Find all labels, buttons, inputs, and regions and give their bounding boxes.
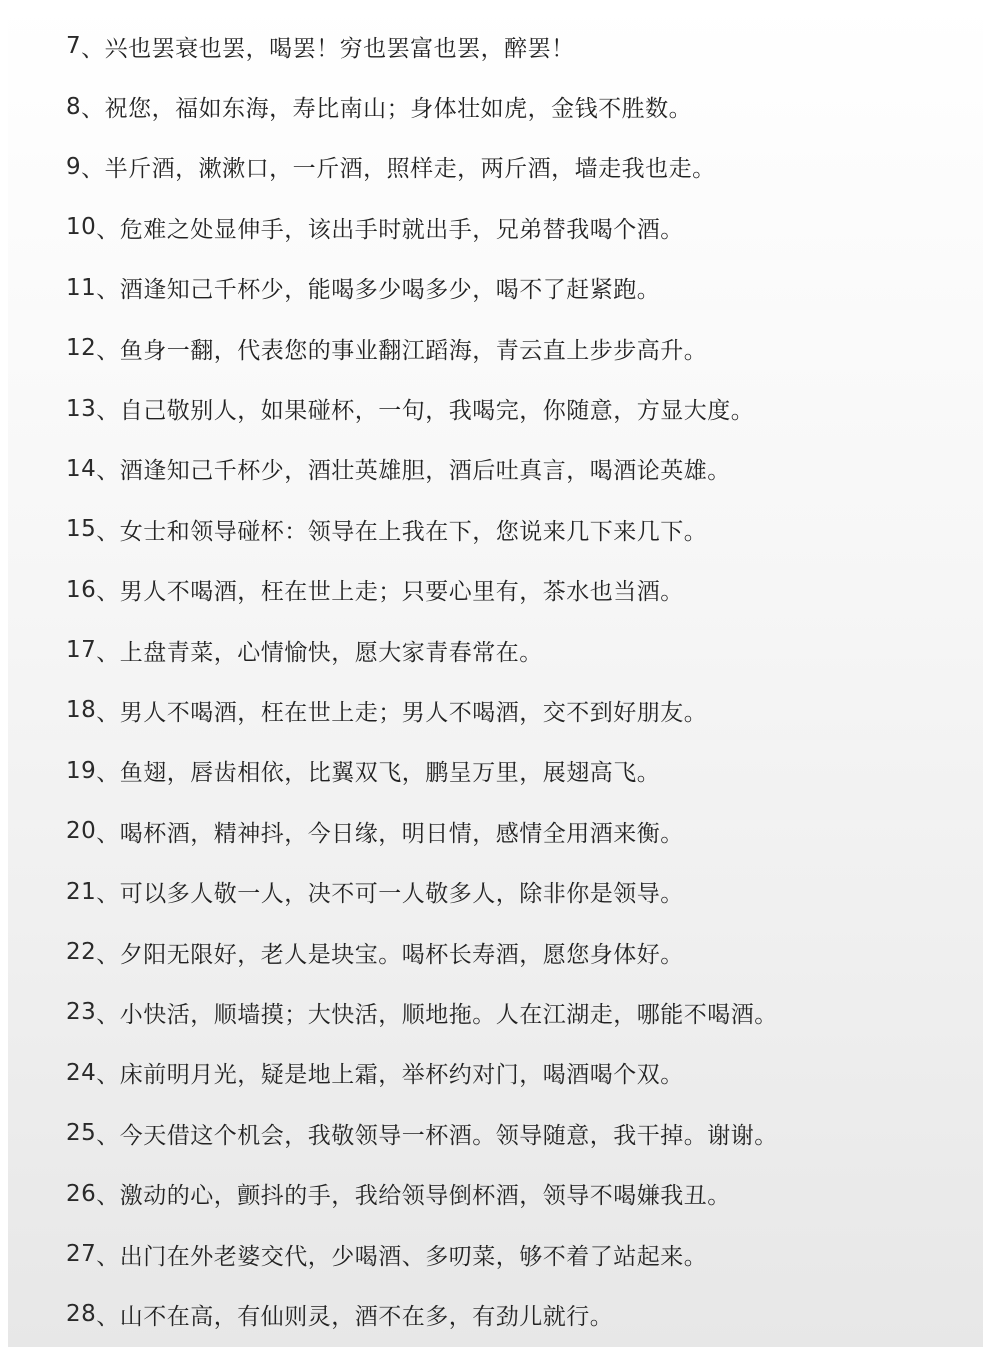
item-separator: 、 xyxy=(81,35,105,62)
item-number: 23 xyxy=(66,999,97,1026)
list-item xyxy=(8,680,983,740)
item-number: 18 xyxy=(66,697,97,724)
item-number: 24 xyxy=(66,1059,97,1086)
item-text: 夕阳无限好，老人是块宝。喝杯长寿酒，愿您身体好。 xyxy=(119,941,684,968)
toast-list xyxy=(8,16,983,1345)
list-item xyxy=(8,137,983,197)
item-number: 16 xyxy=(66,576,97,603)
list-item xyxy=(8,1103,983,1163)
item-text: 酒逢知己千杯少，能喝多少喝多少，喝不了赶紧跑。 xyxy=(119,277,661,304)
item-text: 男人不喝酒，枉在世上走；只要心里有，茶水也当酒。 xyxy=(119,579,684,606)
item-separator: 、 xyxy=(96,1243,120,1270)
list-item xyxy=(8,1163,983,1223)
item-text: 今天借这个机会，我敬领导一杯酒。领导随意，我干掉。谢谢。 xyxy=(119,1122,778,1149)
item-text: 男人不喝酒，枉在世上走；男人不喝酒，交不到好朋友。 xyxy=(119,699,708,726)
item-text: 祝您，福如东海，寿比南山；身体壮如虎，金钱不胜数。 xyxy=(104,96,693,123)
list-item xyxy=(8,378,983,438)
item-text: 喝杯酒，精神抖，今日缘，明日情，感情全用酒来衡。 xyxy=(119,820,684,847)
item-number: 26 xyxy=(66,1180,97,1207)
list-item xyxy=(8,922,983,982)
item-separator: 、 xyxy=(96,518,120,545)
item-text: 激动的心，颤抖的手，我给领导倒杯酒，领导不喝嫌我丑。 xyxy=(119,1183,731,1210)
list-item xyxy=(8,318,983,378)
item-separator: 、 xyxy=(96,1183,120,1210)
item-separator: 、 xyxy=(81,96,105,123)
item-number: 8 xyxy=(66,93,82,120)
item-text: 酒逢知己千杯少，酒壮英雄胆，酒后吐真言，喝酒论英雄。 xyxy=(119,458,731,485)
list-item xyxy=(8,76,983,136)
item-separator: 、 xyxy=(96,458,120,485)
item-text: 兴也罢衰也罢，喝罢！穷也罢富也罢，醉罢！ xyxy=(104,35,575,62)
item-number: 10 xyxy=(66,214,97,241)
item-separator: 、 xyxy=(96,941,120,968)
item-text: 半斤酒，漱漱口，一斤酒，照样走，两斤酒，墙走我也走。 xyxy=(104,156,716,183)
item-separator: 、 xyxy=(96,337,120,364)
item-separator: 、 xyxy=(96,1122,120,1149)
item-text: 上盘青菜，心情愉快，愿大家青春常在。 xyxy=(119,639,543,666)
item-separator: 、 xyxy=(96,1303,120,1330)
list-item xyxy=(8,741,983,801)
item-number: 13 xyxy=(66,395,97,422)
list-item xyxy=(8,258,983,318)
item-number: 22 xyxy=(66,939,97,966)
item-number: 21 xyxy=(66,878,97,905)
item-text: 危难之处显伸手，该出手时就出手，兄弟替我喝个酒。 xyxy=(119,216,684,243)
item-number: 12 xyxy=(66,335,97,362)
item-number: 25 xyxy=(66,1120,97,1147)
item-separator: 、 xyxy=(96,398,120,425)
item-text: 山不在高，有仙则灵，酒不在多，有劲儿就行。 xyxy=(119,1303,614,1330)
item-number: 7 xyxy=(66,33,82,60)
item-text: 自己敬别人，如果碰杯，一句，我喝完，你随意，方显大度。 xyxy=(119,398,755,425)
item-separator: 、 xyxy=(96,820,120,847)
item-separator: 、 xyxy=(96,699,120,726)
item-number: 9 xyxy=(66,153,82,180)
list-item xyxy=(8,197,983,257)
item-text: 床前明月光，疑是地上霜，举杯约对门，喝酒喝个双。 xyxy=(119,1062,684,1089)
item-number: 15 xyxy=(66,516,97,543)
list-item xyxy=(8,16,983,76)
item-separator: 、 xyxy=(96,579,120,606)
item-separator: 、 xyxy=(96,216,120,243)
list-item xyxy=(8,801,983,861)
item-text: 鱼翅，唇齿相依，比翼双飞，鹏呈万里，展翅高飞。 xyxy=(119,760,661,787)
item-text: 小快活，顺墙摸；大快活，顺地拖。人在江湖走，哪能不喝酒。 xyxy=(119,1001,778,1028)
item-text: 出门在外老婆交代，少喝酒、多叨菜，够不着了站起来。 xyxy=(119,1243,708,1270)
item-text: 女士和领导碰杯：领导在上我在下，您说来几下来几下。 xyxy=(119,518,708,545)
item-separator: 、 xyxy=(96,1062,120,1089)
item-number: 14 xyxy=(66,455,97,482)
item-number: 19 xyxy=(66,757,97,784)
list-item xyxy=(8,1284,983,1344)
item-number: 17 xyxy=(66,637,97,664)
list-item xyxy=(8,560,983,620)
list-item xyxy=(8,861,983,921)
item-number: 11 xyxy=(66,274,97,301)
list-item xyxy=(8,982,983,1042)
item-number: 20 xyxy=(66,818,97,845)
item-separator: 、 xyxy=(96,639,120,666)
item-separator: 、 xyxy=(96,277,120,304)
item-separator: 、 xyxy=(96,881,120,908)
item-text: 可以多人敬一人，决不可一人敬多人，除非你是领导。 xyxy=(119,881,684,908)
item-text: 鱼身一翻，代表您的事业翻江蹈海，青云直上步步高升。 xyxy=(119,337,708,364)
item-separator: 、 xyxy=(96,760,120,787)
item-separator: 、 xyxy=(96,1001,120,1028)
document-page xyxy=(8,0,983,1347)
item-number: 28 xyxy=(66,1301,97,1328)
list-item xyxy=(8,439,983,499)
item-separator: 、 xyxy=(81,156,105,183)
item-number: 27 xyxy=(66,1241,97,1267)
list-item xyxy=(8,1224,983,1284)
list-item xyxy=(8,499,983,559)
list-item xyxy=(8,620,983,680)
list-item xyxy=(8,1043,983,1103)
